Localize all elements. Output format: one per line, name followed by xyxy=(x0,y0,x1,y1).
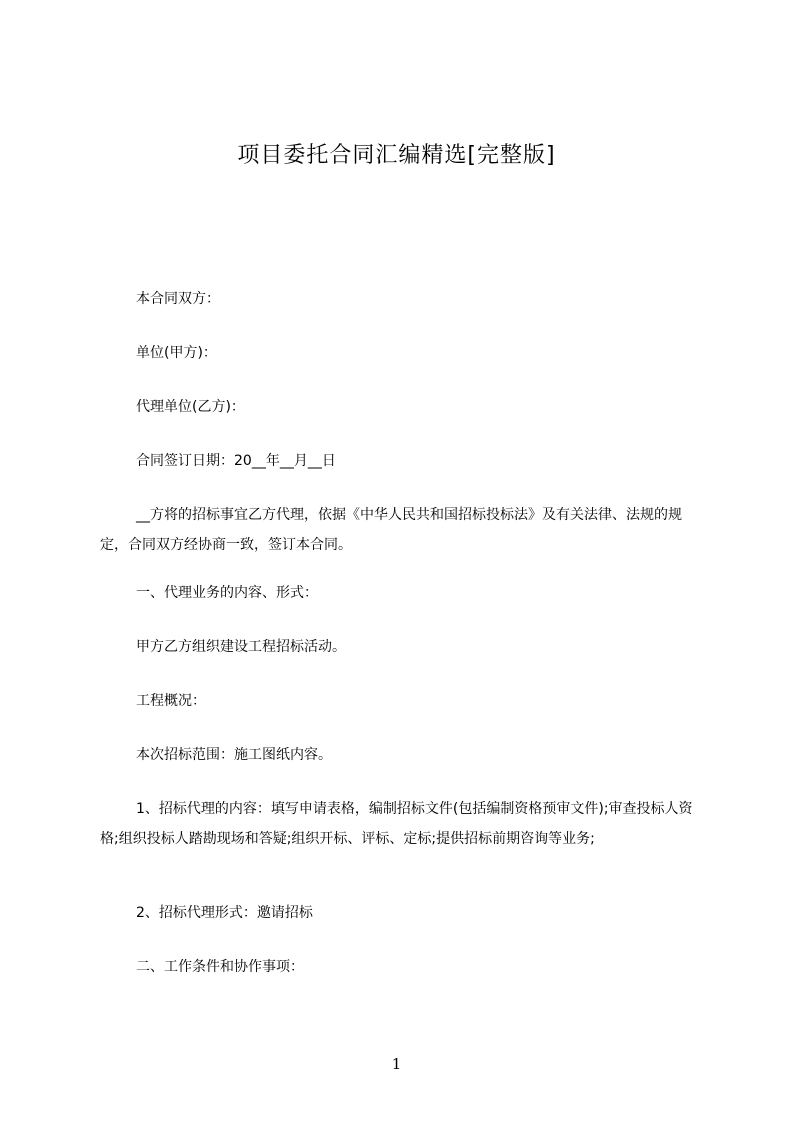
paragraph-preamble: __方将的招标事宜乙方代理，依据《中华人民共和国招标投标法》及有关法律、法规的规定，合同双方经协商一致，签订本合同。 xyxy=(100,507,682,553)
paragraph-sign-date: 合同签订日期：20__年__月__日 xyxy=(136,453,336,469)
paragraph-overview: 工程概况： xyxy=(136,693,206,709)
paragraph-organize: 甲方乙方组织建设工程招标活动。 xyxy=(136,639,346,655)
paragraph-agency-form: 2、招标代理形式：邀请招标 xyxy=(136,905,313,921)
paragraph-scope: 本次招标范围：施工图纸内容。 xyxy=(136,747,332,763)
paragraph-parties: 本合同双方： xyxy=(136,291,220,307)
page-number: 1 xyxy=(391,1055,402,1073)
section-heading-1: 一、代理业务的内容、形式： xyxy=(136,585,318,601)
section-heading-2: 二、工作条件和协作事项： xyxy=(136,959,304,975)
paragraph-party-b: 代理单位(乙方)： xyxy=(136,399,245,415)
paragraph-party-a: 单位(甲方)： xyxy=(136,345,217,361)
document-title: 项目委托合同汇编精选[完整版] xyxy=(237,143,556,168)
paragraph-agency-content: 1、招标代理的内容：填写申请表格，编制招标文件(包括编制资格预审文件);审查投标人资格;组织投标人踏勘现场和答疑;组织开标、评标、定标;提供招标前期咨询等业务; xyxy=(100,801,693,847)
